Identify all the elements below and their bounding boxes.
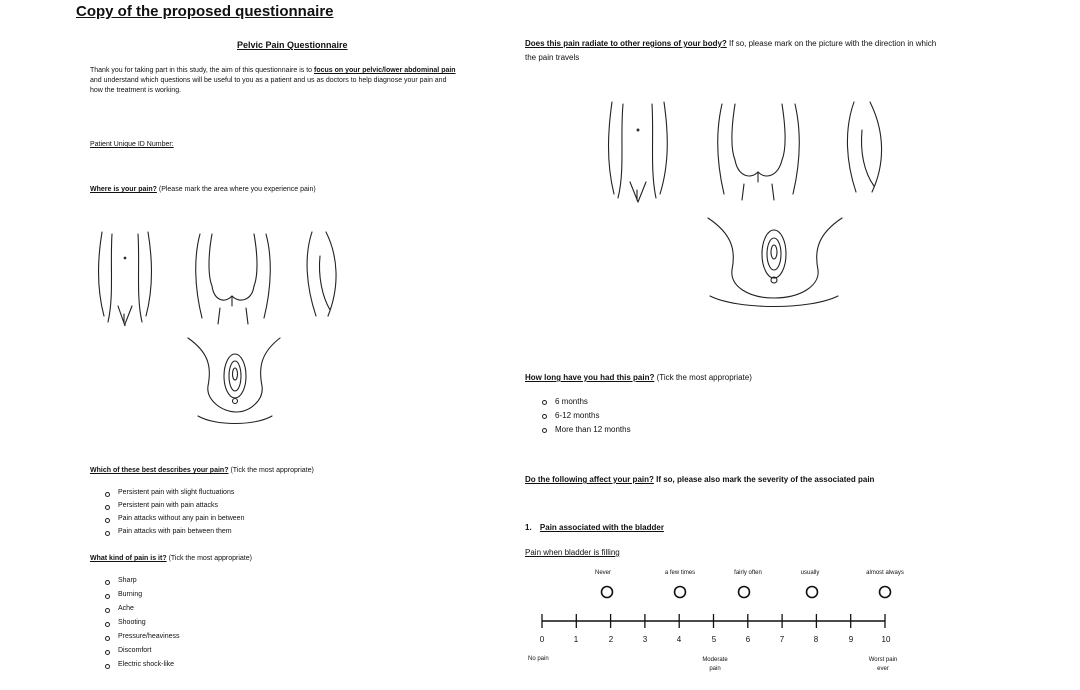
kind-option-label: Sharp <box>118 577 137 584</box>
where-question <box>90 185 316 195</box>
radiate-question-note: If so, please mark on the picture with the direction in which <box>726 39 937 48</box>
scale-number[interactable]: 2 <box>608 635 614 644</box>
freq-label: fairly often <box>734 570 762 576</box>
kind-option-label: Pressure/heaviness <box>118 633 180 640</box>
kind-options <box>104 576 304 670</box>
freq-radio-never[interactable] <box>602 587 613 598</box>
side-body-figure <box>847 102 881 192</box>
questionnaire-title: Pelvic Pain Questionnaire <box>237 40 348 50</box>
scale-numbers <box>520 634 920 646</box>
scale-number[interactable]: 4 <box>676 635 682 644</box>
freq-radio-usually[interactable] <box>807 587 818 598</box>
affect-question-note: If so, please also mark the severity of the associated pain <box>653 475 875 484</box>
freq-label: almost always <box>866 570 904 576</box>
radiate-question <box>525 38 1025 63</box>
body-map-figure-right[interactable] <box>598 96 898 311</box>
freq-radio-fairly-often[interactable] <box>739 587 750 598</box>
duration-question-note: (Tick the most appropriate) <box>656 373 752 382</box>
anchor-worst-line-2: ever <box>877 666 889 672</box>
describe-option[interactable] <box>104 488 404 498</box>
scale-number[interactable]: 3 <box>642 635 648 644</box>
anchor-moderate-line-2: pain <box>709 666 721 672</box>
duration-option-label: 6-12 months <box>555 411 600 420</box>
describe-option[interactable] <box>104 527 404 537</box>
describe-option[interactable] <box>104 514 404 524</box>
front-body-figure <box>609 102 668 202</box>
describe-question <box>90 466 314 476</box>
duration-question-text: How long have you had this pain? <box>525 373 655 382</box>
freq-label: a few times <box>664 570 696 576</box>
describe-option-label: Pain attacks with pain between them <box>118 528 232 535</box>
describe-option-label: Persistent pain with pain attacks <box>118 502 218 509</box>
affect-question-text: Do the following affect your pain? <box>525 475 654 484</box>
describe-question-text: Which of these best describes your pain? <box>90 467 229 474</box>
describe-question-note: (Tick the most appropriate) <box>230 467 314 474</box>
kind-option[interactable] <box>104 618 304 628</box>
kind-question-text: What kind of pain is it? <box>90 555 167 562</box>
perineum-figure <box>708 218 842 307</box>
scale-number[interactable]: 0 <box>539 635 545 644</box>
kind-option[interactable] <box>104 604 304 614</box>
anchor-worst <box>858 656 908 674</box>
duration-question <box>525 372 752 383</box>
front-body-figure <box>99 232 152 326</box>
describe-option-label: Persistent pain with slight fluctuations <box>118 489 235 496</box>
intro-pre: Thank you for taking part in this study, the aim of this questionnaire is to <box>90 67 314 74</box>
freq-radio-almost-always[interactable] <box>880 587 891 598</box>
kind-option[interactable] <box>104 660 304 670</box>
duration-option[interactable] <box>541 396 741 407</box>
kind-option-label: Discomfort <box>118 647 152 654</box>
scale-number[interactable]: 1 <box>573 635 579 644</box>
anchor-moderate-line-1: Moderate <box>702 657 728 663</box>
radiate-question-text: Does this pain radiate to other regions of your body? <box>525 39 727 48</box>
duration-option-label: 6 months <box>555 397 588 406</box>
intro-line-2: and understand which questions will be useful to you as a patient and us as doctors to help diagnose your pain and <box>90 77 447 84</box>
document-heading: Copy of the proposed questionnaire <box>76 3 334 20</box>
kind-option[interactable] <box>104 590 304 600</box>
where-question-note: (Please mark the area where you experience pain) <box>158 186 316 193</box>
kind-option-label: Ache <box>118 605 134 612</box>
intro-text <box>90 66 510 96</box>
kind-option[interactable] <box>104 632 304 642</box>
scale-number[interactable]: 8 <box>813 635 819 644</box>
anchor-moderate <box>692 656 738 674</box>
scale-number[interactable]: 6 <box>745 635 751 644</box>
patient-id-label: Patient Unique ID Number: <box>90 141 174 148</box>
anchor-no-pain: No pain <box>528 656 549 662</box>
duration-options <box>541 396 741 435</box>
body-map-figure-left[interactable] <box>90 226 350 426</box>
kind-question <box>90 554 252 564</box>
kind-question-note: (Tick the most appropriate) <box>168 555 252 562</box>
severity-scale <box>520 568 920 688</box>
intro-line-3: how the treatment is working. <box>90 87 182 94</box>
back-body-figure <box>718 104 800 200</box>
duration-option[interactable] <box>541 410 741 421</box>
describe-options <box>104 488 404 537</box>
describe-option-label: Pain attacks without any pain in between <box>118 515 245 522</box>
affect-question <box>525 474 874 485</box>
section-1-heading <box>525 522 664 533</box>
freq-label: Never <box>594 570 611 576</box>
scale-number[interactable]: 9 <box>848 635 854 644</box>
freq-label: usually <box>800 570 820 576</box>
kind-option[interactable] <box>104 576 304 586</box>
describe-option[interactable] <box>104 501 404 511</box>
anchor-worst-line-1: Worst pain <box>868 657 898 663</box>
side-body-figure <box>307 232 336 316</box>
radiate-question-note-2: the pain travels <box>525 53 580 62</box>
kind-option[interactable] <box>104 646 304 656</box>
intro-underlined: focus on your pelvic/lower abdominal pain <box>314 67 456 74</box>
perineum-figure <box>188 338 280 424</box>
where-question-text: Where is your pain? <box>90 186 157 193</box>
scale-number[interactable]: 7 <box>779 635 785 644</box>
duration-option[interactable] <box>541 424 741 435</box>
scale-number[interactable]: 10 <box>881 635 891 644</box>
back-body-figure <box>196 234 271 324</box>
kind-option-label: Burning <box>118 591 143 598</box>
item-1-label: Pain when bladder is filling <box>525 548 620 557</box>
duration-option-label: More than 12 months <box>555 425 631 434</box>
kind-option-label: Electric shock-like <box>118 661 175 668</box>
freq-radio-few-times[interactable] <box>675 587 686 598</box>
section-1-title: Pain associated with the bladder <box>539 523 664 532</box>
scale-number[interactable]: 5 <box>711 635 717 644</box>
section-1-number: 1. <box>525 523 532 532</box>
kind-option-label: Shooting <box>118 619 146 626</box>
